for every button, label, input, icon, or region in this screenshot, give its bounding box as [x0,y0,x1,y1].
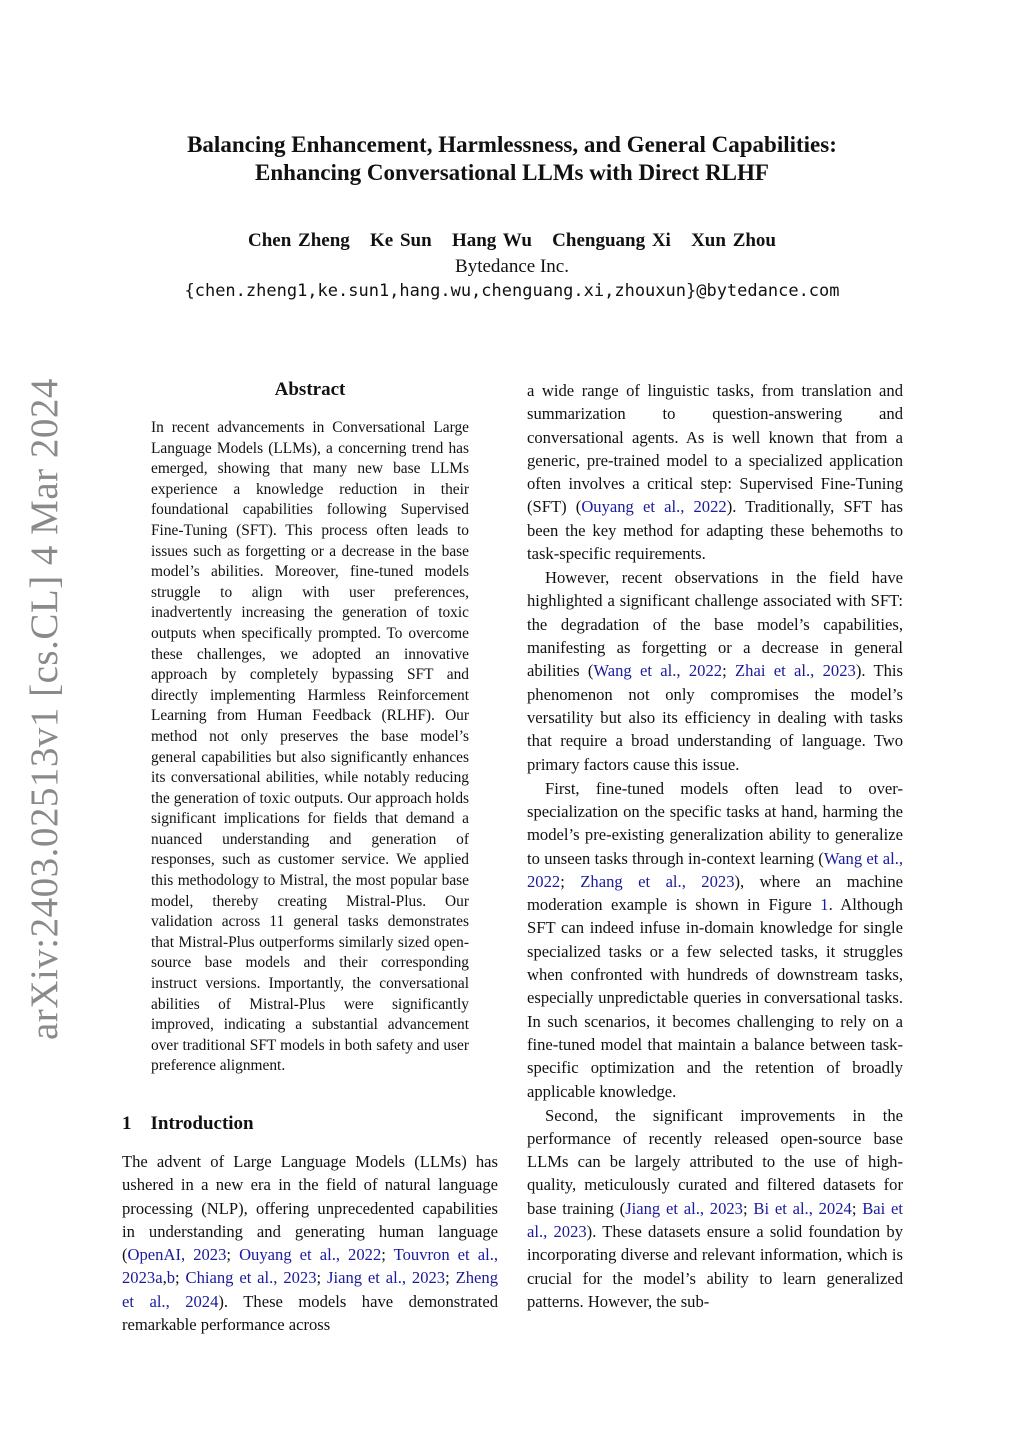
body-text: ). This phenomenon not only compromises the model’s versatility but also its efficiency in dealing with tasks that require a broad understanding of language. Two primary factors cause this issue. [527,661,904,774]
figure-reference-link[interactable]: 1 [820,895,829,915]
citation-link[interactable]: Ouyang et al., 2022 [239,1245,382,1265]
body-text: However, recent observations in the field have highlighted a significant challenge associated with SFT: the degradation of the base model’s capabilities, manifesting as forgetting or a decrease in general abilities ( [527,568,903,681]
citation-link[interactable]: Jiang et al., 2023 [327,1268,446,1288]
citation-link[interactable]: Touvron et al., 2023a [122,1245,498,1288]
citation-link[interactable]: Wang et al., 2022 [593,661,723,681]
abstract-text: In recent advancements in Conversational Large Language Models (LLMs), a concerning trend has emerged, showing that many new base LLMs experience a knowledge reduction in their foundational capabilities following Supervised Fine-Tuning (SFT). This process often leads to issues such as forgetting or a decrease in the base model’s abilities. Moreover, fine-tuned models struggle to align with user preferences, inadvertently increasing the generation of toxic outputs when specifically prompted. To overcome these challenges, we adopted an innovative approach by completely bypassing SFT and directly implementing Harmless Reinforcement Learning from Human Feedback (RLHF). Our method not only preserves the base model’s general capabilities but also significantly enhances its conversational abilities, while notably reducing the generation of toxic outputs. Our approach holds significant implications for fields that demand a nuanced understanding and generation of responses, such as customer service. We applied this methodology to Mistral, the most popular base model, thereby creating Mistral-Plus. Our validation across 11 general tasks demonstrates that Mistral-Plus outperforms similarly sized open-source base models and their corresponding instruct versions. Importantly, the conversational abilities of Mistral-Plus were significantly improved, indicating a substantial advancement over traditional SFT models in both safety and user preference alignment. [151,419,469,1075]
citation-link[interactable]: Chiang et al., 2023 [185,1268,317,1288]
intro-paragraph-4: Second, the significant improvements in the performance of recently released open-source base LLMs can be largely attributed to the use of high-quality, meticulously curated and filtered datasets for base training (Jiang et al., 2023; Bi et al., 2024; Bai et al., 2023). These datasets ensure a solid foundation by incorporating diverse and relevant information, which is crucial for the model’s ability to learn generalized patterns. However, the sub- [527,1105,904,1311]
intro-paragraph-2: However, recent observations in the field have highlighted a significant challenge associated with SFT: the degradation of the base model’s capabilities, manifesting as forgetting or a decrease in general abilities (Wang et al., 2022; Zhai et al., 2023). This phenomenon not only compromises the model’s versatility but also its efficiency in dealing with tasks that require a broad understanding of language. Two primary factors cause this issue. [527,568,904,774]
citation-link[interactable]: Wang et al., 2022 [527,848,903,891]
title-line-1: Balancing Enhancement, Harmlessness, and General Capabilities: [187,132,837,157]
section-heading-introduction [122,1112,254,1136]
citation-link[interactable]: Bai et al., 2023 [527,1198,904,1242]
title-line-2: Enhancing Conversational LLMs with Direct RLHF [255,160,769,185]
paper-title [0,131,1024,187]
intro-paragraph-3: First, fine-tuned models often lead to over-specialization on the specific tasks at hand, harming the model’s pre-existing generalization ability to generalize to unseen tasks through in-context learning (Wang et al., 2022; Zhang et al., 2023), where an machine moderation example is shown in Figure 1. Although SFT can indeed infuse in-domain knowledge for single specialized tasks or a few selected tasks, it struggles when confronted with hundreds of downstream tasks, especially unpredictable queries in conversational tasks. In such scenarios, it becomes challenging to rely on a fine-tuned model that maintain a balance between task-specific optimization and the retention of broadly applicable knowledge. [527,778,903,1101]
section-number: 1 [122,1113,132,1134]
citation-link[interactable]: Ouyang et al., 2022 [581,497,727,517]
body-text: ). Traditionally, SFT has been the key method for adapting these behemoths to task-specific requirements. [527,497,903,564]
body-text: ). These datasets ensure a solid foundation by incorporating diverse and relevant information, which is crucial for the model’s ability to learn generalized patterns. However, the sub- [527,1222,904,1311]
affiliation: Bytedance Inc. [455,256,569,277]
section-title: Introduction [150,1113,254,1134]
citation-link[interactable]: Zheng et al., 2024 [122,1268,499,1311]
abstract-heading: Abstract [274,379,346,400]
body-text: First, fine-tuned models often lead to over-specialization on the specific tasks at hand, harming the model’s pre-existing generalization ability to generalize to unseen tasks through in-context learning ( [527,778,903,868]
body-text: . Although SFT can indeed infuse in-domain knowledge for single specialized tasks or a few selected tasks, it struggles when confronted with hundreds of downstream tasks, especially unpredictable queries in conversational tasks. In such scenarios, it becomes challenging to rely on a fine-tuned model that maintain a balance between task-specific optimization and the retention of broadly applicable knowledge. [527,895,903,1101]
body-text: a wide range of linguistic tasks, from translation and summarization to question-answering and conversational agents. As is well known that from a generic, pre-trained model to a specialized application often involves a critical step: Supervised Fine-Tuning (SFT) ( [527,381,903,517]
arxiv-identifier-stamp: arXiv:2403.02513v1 [cs.CL] 4 Mar 2024 [23,378,66,1040]
citation-link[interactable]: Zhai et al., 2023 [735,661,856,681]
intro-paragraph-1-continued [527,379,903,565]
right-column [527,379,903,1313]
body-text: Second, the significant improvements in the performance of recently released open-source base LLMs can be largely attributed to the use of high-quality, meticulously curated and filtered datasets for base training ( [527,1105,903,1218]
body-text: ). These models have demonstrated remarkable performance across [122,1291,498,1335]
citation-link[interactable]: Zhang et al., 2023 [580,871,735,891]
citation-link[interactable]: OpenAI, 2023 [127,1245,227,1265]
citation-link[interactable]: b [166,1268,176,1288]
citation-link[interactable]: Bi et al., 2024 [753,1198,852,1218]
author-emails: {chen.zheng1,ke.sun1,hang.wu,chenguang.xi,zhouxun}@bytedance.com [184,281,840,301]
author-list: Chen Zheng Ke Sun Hang Wu Chenguang Xi Xun Zhou [248,230,776,251]
intro-paragraph-1-start: The advent of Large Language Models (LLMs) has ushered in a new era in the field of natural language processing (NLP), offering unprecedented capabilities in understanding and generating human language (OpenAI, 2023; Ouyang et al., 2022; Touvron et al., 2023a,b; Chiang et al., 2023; Jiang et al., 2023; Zheng et al., 2024). These models have demonstrated remarkable performance across [122,1152,499,1335]
body-text: The advent of Large Language Models (LLMs) has ushered in a new era in the field of natural language processing (NLP), offering unprecedented capabilities in understanding and generating human language ( [122,1152,498,1265]
body-text: ), where an machine moderation example is shown in Figure [527,871,903,915]
citation-link[interactable]: Jiang et al., 2023 [625,1198,743,1218]
